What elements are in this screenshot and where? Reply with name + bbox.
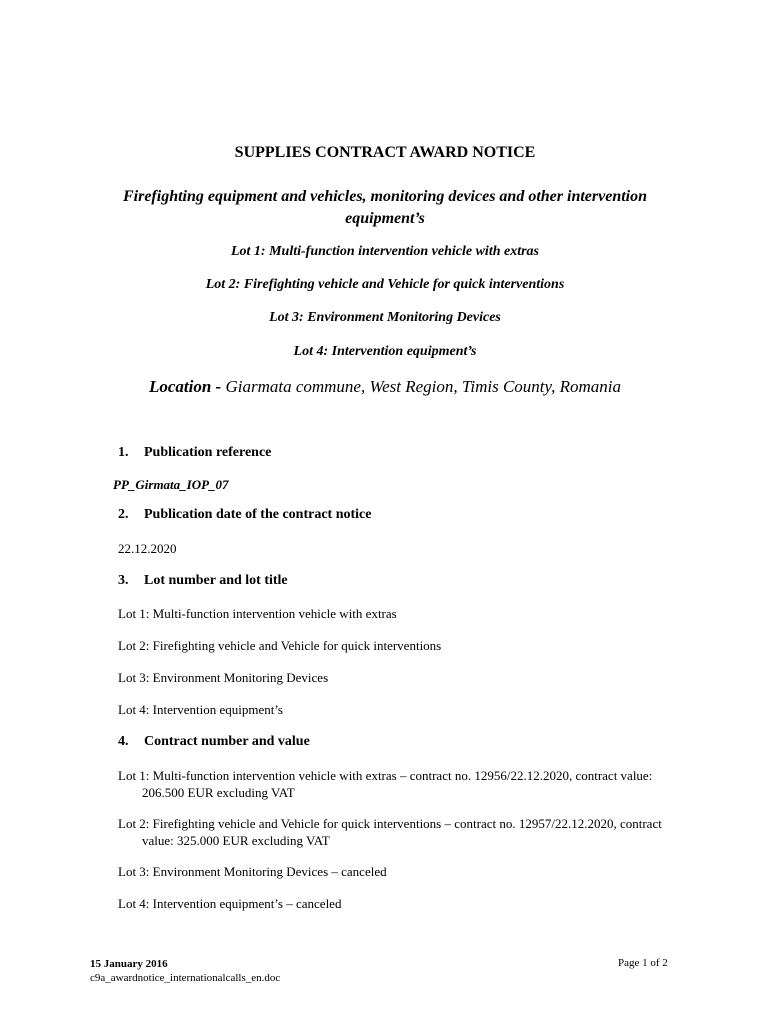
header-lot-2: Lot 2: Firefighting vehicle and Vehicle for quick interventions	[205, 277, 565, 292]
section-3-number: 3.	[118, 573, 129, 588]
publication-reference: PP_Girmata_IOP_07	[113, 477, 229, 492]
section-4-title: Contract number and value	[144, 734, 310, 749]
lot-title-3: Lot 3: Environment Monitoring Devices	[118, 670, 329, 685]
section-3-title: Lot number and lot title	[144, 573, 288, 588]
location-label: Location -	[148, 377, 222, 396]
document-subtitle: Firefighting equipment and vehicles, monitoring devices and other intervention equipment’s	[122, 188, 648, 227]
section-2-number: 2.	[118, 507, 129, 522]
footer-left	[90, 957, 280, 985]
footer-date: 15 January 2016	[90, 958, 168, 970]
section-3-heading	[118, 573, 288, 589]
footer-filename: c9a_awardnotice_internationalcalls_en.doc	[90, 972, 281, 984]
header-lot-1: Lot 1: Multi-function intervention vehicle with extras	[230, 244, 539, 259]
section-2-heading	[118, 507, 371, 523]
publication-date: 22.12.2020	[118, 541, 177, 556]
page-number: Page 1 of 2	[618, 957, 668, 969]
section-1-number: 1.	[118, 445, 129, 460]
contract-lot-3: Lot 3: Environment Monitoring Devices – canceled	[118, 864, 387, 879]
header-lot-4: Lot 4: Intervention equipment’s	[293, 344, 477, 359]
section-4-heading	[118, 734, 310, 750]
lot-title-1: Lot 1: Multi-function intervention vehicle with extras	[118, 606, 397, 621]
lot-title-4: Lot 4: Intervention equipment’s	[118, 702, 283, 717]
document-title: SUPPLIES CONTRACT AWARD NOTICE	[234, 144, 536, 161]
location-line	[0, 377, 770, 397]
contract-lot-4: Lot 4: Intervention equipment’s – canceled	[118, 896, 342, 911]
section-1-title: Publication reference	[144, 445, 272, 460]
location-value: Giarmata commune, West Region, Timis County, Romania	[225, 377, 622, 396]
section-4-number: 4.	[118, 734, 129, 749]
lot-title-2: Lot 2: Firefighting vehicle and Vehicle for quick interventions	[118, 638, 442, 653]
header-lot-3: Lot 3: Environment Monitoring Devices	[269, 310, 501, 325]
section-1-heading	[118, 445, 271, 461]
section-2-title: Publication date of the contract notice	[144, 507, 372, 522]
contract-lot-1: Lot 1: Multi-function intervention vehicle with extras – contract no. 12956/22.12.2020, contract value: 206.500 EUR excluding VAT	[118, 768, 653, 800]
contract-lot-2: Lot 2: Firefighting vehicle and Vehicle for quick interventions – contract no. 12957/22.12.2020, contract value: 325.000 EUR excluding VAT	[118, 816, 662, 848]
